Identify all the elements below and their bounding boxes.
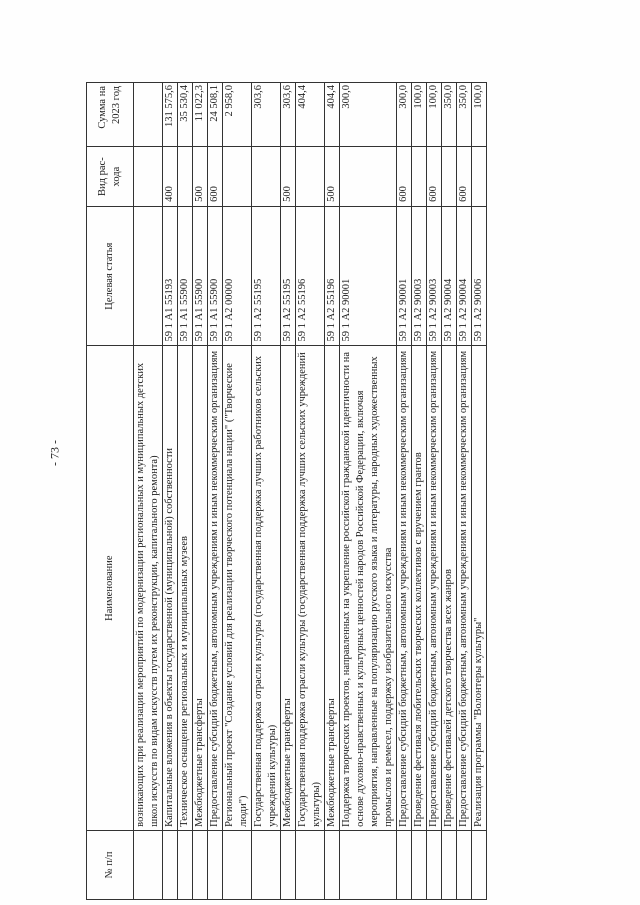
cell-no	[442, 830, 457, 899]
table-row	[472, 83, 487, 900]
cell-sum: 131 575,6	[163, 83, 178, 147]
table-row	[223, 83, 252, 900]
cell-name: Межбюджетные трансферты	[281, 346, 296, 830]
table-row	[281, 83, 296, 900]
cell-article: 59 1 А1 55900	[178, 206, 193, 346]
cell-no	[457, 830, 472, 899]
cell-sum: 303,6	[252, 83, 281, 147]
cell-expense-type	[472, 147, 487, 206]
cell-no	[134, 830, 163, 899]
cell-sum: 2 958,0	[223, 83, 252, 147]
cell-article: 59 1 А2 90004	[442, 206, 457, 346]
cell-expense-type: 600	[427, 147, 442, 206]
table-row	[208, 83, 223, 900]
cell-article: 59 1 А2 00000	[223, 206, 252, 346]
cell-name: Предоставление субсидий бюджетным, автономным учреждениям и иным некоммерческим организациям	[427, 346, 442, 830]
cell-expense-type	[412, 147, 427, 206]
cell-sum: 100,0	[427, 83, 442, 147]
table-header-row	[87, 83, 134, 900]
cell-name: Техническое оснащение региональных и муниципальных музеев	[178, 346, 193, 830]
cell-no	[412, 830, 427, 899]
header-name: Наименование	[87, 346, 134, 830]
cell-expense-type	[340, 147, 397, 206]
cell-article: 59 1 А2 90003	[427, 206, 442, 346]
cell-name: Поддержка творческих проектов, направленных на укрепление российской гражданской идентичности на основе духовно-нравственных и культурных ценностей народов Российской Федерации, включая мероприятия, направленные на популяризацию русского языка и литературы, народных художественных промыслов и ремесел, поддержку изобразительного искусства	[340, 346, 397, 830]
cell-expense-type	[252, 147, 281, 206]
cell-name: Государственная поддержка отрасли культуры (государственная поддержка лучших сельских учреждений культуры)	[296, 346, 325, 830]
cell-article: 59 1 А2 55195	[281, 206, 296, 346]
cell-no	[427, 830, 442, 899]
cell-sum: 35 530,4	[178, 83, 193, 147]
cell-article: 59 1 А1 55193	[163, 206, 178, 346]
table-row	[252, 83, 281, 900]
page-number: - 73 -	[47, 439, 62, 466]
header-article: Целевая статья	[87, 206, 134, 346]
table-row	[163, 83, 178, 900]
cell-no	[325, 830, 340, 899]
cell-article: 59 1 А2 90001	[340, 206, 397, 346]
cell-no	[223, 830, 252, 899]
cell-sum: 24 508,1	[208, 83, 223, 147]
cell-sum: 350,0	[442, 83, 457, 147]
cell-article: 59 1 А2 55195	[252, 206, 281, 346]
cell-no	[208, 830, 223, 899]
cell-expense-type: 500	[325, 147, 340, 206]
header-expense-type: Вид рас- хода	[87, 147, 134, 206]
cell-expense-type	[134, 147, 163, 206]
cell-name: Предоставление субсидий бюджетным, автономным учреждениям и иным некоммерческим организациям	[457, 346, 472, 830]
cell-no	[340, 830, 397, 899]
cell-article: 59 1 А2 90003	[412, 206, 427, 346]
cell-no	[178, 830, 193, 899]
cell-name: Региональный проект "Создание условий для реализации творческого потенциала нации" ("Творческие люди")	[223, 346, 252, 830]
cell-name: Предоставление субсидий бюджетным, автономным учреждениям и иным некоммерческим организациям	[397, 346, 412, 830]
table-row	[325, 83, 340, 900]
cell-sum: 300,0	[397, 83, 412, 147]
header-no: № п/п	[87, 830, 134, 899]
cell-name: Проведение фестивалей детского творчества всех жанров	[442, 346, 457, 830]
cell-name: Реализация программы "Волонтеры культуры"	[472, 346, 487, 830]
table-row	[397, 83, 412, 900]
cell-sum: 100,0	[472, 83, 487, 147]
table-row	[134, 83, 163, 900]
cell-no	[193, 830, 208, 899]
cell-no	[163, 830, 178, 899]
cell-expense-type	[178, 147, 193, 206]
table-row	[340, 83, 397, 900]
table-row	[296, 83, 325, 900]
cell-name: Межбюджетные трансферты	[193, 346, 208, 830]
cell-name: Проведение фестиваля любительских творческих коллективов с вручением грантов	[412, 346, 427, 830]
cell-article: 59 1 А2 90006	[472, 206, 487, 346]
cell-sum: 404,4	[296, 83, 325, 147]
cell-article: 59 1 А2 90004	[457, 206, 472, 346]
cell-article: 59 1 А2 55196	[325, 206, 340, 346]
cell-expense-type: 600	[208, 147, 223, 206]
cell-expense-type: 500	[193, 147, 208, 206]
cell-no	[296, 830, 325, 899]
cell-expense-type	[442, 147, 457, 206]
cell-sum: 300,0	[340, 83, 397, 147]
budget-table	[86, 82, 487, 900]
header-sum: Сумма на 2023 год	[87, 83, 134, 147]
cell-sum: 404,4	[325, 83, 340, 147]
rotated-table-container	[86, 82, 544, 900]
cell-article: 59 1 А1 55900	[208, 206, 223, 346]
table-row	[178, 83, 193, 900]
cell-sum: 303,6	[281, 83, 296, 147]
cell-no	[397, 830, 412, 899]
cell-sum: 350,0	[457, 83, 472, 147]
cell-no	[281, 830, 296, 899]
cell-article: 59 1 А1 55900	[193, 206, 208, 346]
cell-expense-type: 600	[457, 147, 472, 206]
table-row	[193, 83, 208, 900]
cell-no	[252, 830, 281, 899]
cell-no	[472, 830, 487, 899]
cell-expense-type	[223, 147, 252, 206]
cell-name: Межбюджетные трансферты	[325, 346, 340, 830]
table-row	[442, 83, 457, 900]
cell-article: 59 1 А2 55196	[296, 206, 325, 346]
cell-name: Предоставление субсидий бюджетным, автономным учреждениям и иным некоммерческим организациям	[208, 346, 223, 830]
cell-expense-type: 500	[281, 147, 296, 206]
cell-name: Капитальные вложения в объекты государственной (муниципальной) собственности	[163, 346, 178, 830]
cell-expense-type: 600	[397, 147, 412, 206]
table-row	[457, 83, 472, 900]
cell-article: 59 1 А2 90001	[397, 206, 412, 346]
cell-sum: 11 022,3	[193, 83, 208, 147]
cell-sum: 100,0	[412, 83, 427, 147]
cell-sum	[134, 83, 163, 147]
cell-name: Государственная поддержка отрасли культуры (государственная поддержка лучших работников сельских учреждений культуры)	[252, 346, 281, 830]
cell-expense-type	[296, 147, 325, 206]
cell-name: возникающих при реализации мероприятий по модернизации региональных и муниципальных детских школ искусств по видам искусств путем их реконструкции, капитального ремонта)	[134, 346, 163, 830]
cell-expense-type: 400	[163, 147, 178, 206]
cell-article	[134, 206, 163, 346]
table-row	[412, 83, 427, 900]
table-row	[427, 83, 442, 900]
